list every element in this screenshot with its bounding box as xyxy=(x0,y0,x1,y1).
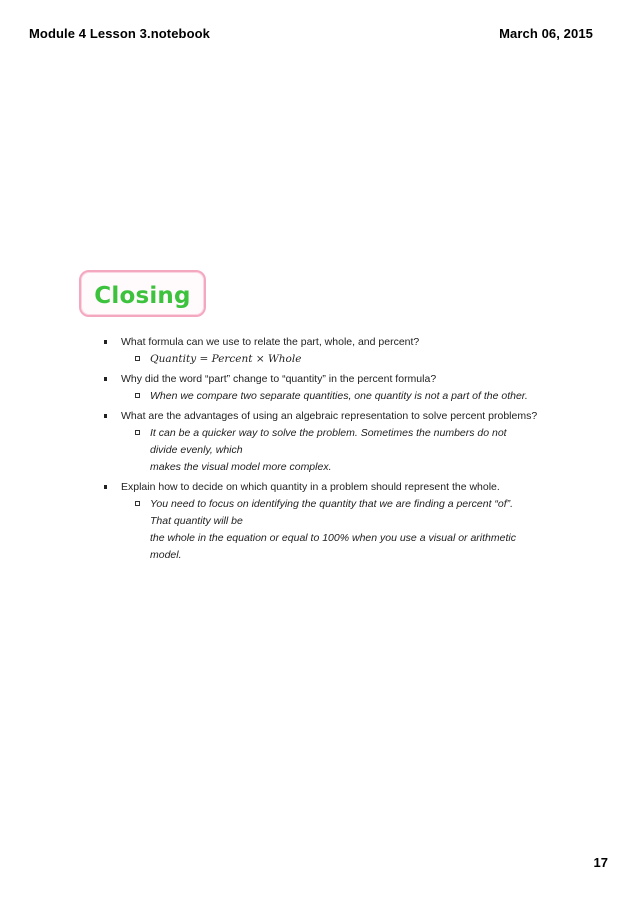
answer-line: You need to focus on identifying the quantity that we are finding a percent “of”. That quantity will be xyxy=(150,498,514,527)
answer-item xyxy=(0,496,530,564)
question-item xyxy=(0,370,638,388)
hollow-square-bullet-icon xyxy=(135,501,140,506)
question-item xyxy=(0,478,638,496)
hollow-square-bullet-icon xyxy=(135,356,140,361)
question-text: Explain how to decide on which quantity in a problem should represent the whole. xyxy=(121,481,500,493)
question-text: What formula can we use to relate the part, whole, and percent? xyxy=(121,336,420,348)
notebook-date: March 06, 2015 xyxy=(499,26,593,41)
question-item xyxy=(0,333,638,351)
page-number: 17 xyxy=(593,855,608,870)
square-bullet-icon xyxy=(104,414,107,418)
answer-line: the whole in the equation or equal to 100% when you use a visual or arithmetic model. xyxy=(150,532,516,561)
hollow-square-bullet-icon xyxy=(135,430,140,435)
question-text: What are the advantages of using an algebraic representation to solve percent problems? xyxy=(121,410,538,422)
answer-line: makes the visual model more complex. xyxy=(150,461,332,473)
closing-heading: Closing xyxy=(94,282,191,309)
square-bullet-icon xyxy=(104,377,107,381)
hollow-square-bullet-icon xyxy=(135,393,140,398)
answer-item xyxy=(0,425,530,476)
closing-heading-box xyxy=(79,270,206,317)
square-bullet-icon xyxy=(104,485,107,489)
closing-question-list xyxy=(0,333,638,564)
answer-line: It can be a quicker way to solve the problem. Sometimes the numbers do not divide evenly, which xyxy=(150,427,507,456)
answer-formula: Quantity = Percent × Whole xyxy=(150,353,302,365)
question-text: Why did the word “part” change to “quantity” in the percent formula? xyxy=(121,373,437,385)
answer-item xyxy=(0,351,530,368)
notebook-title: Module 4 Lesson 3.notebook xyxy=(29,26,211,41)
square-bullet-icon xyxy=(104,340,107,344)
answer-text: When we compare two separate quantities, one quantity is not a part of the other. xyxy=(150,390,528,402)
answer-item xyxy=(0,388,530,405)
question-item xyxy=(0,407,638,425)
